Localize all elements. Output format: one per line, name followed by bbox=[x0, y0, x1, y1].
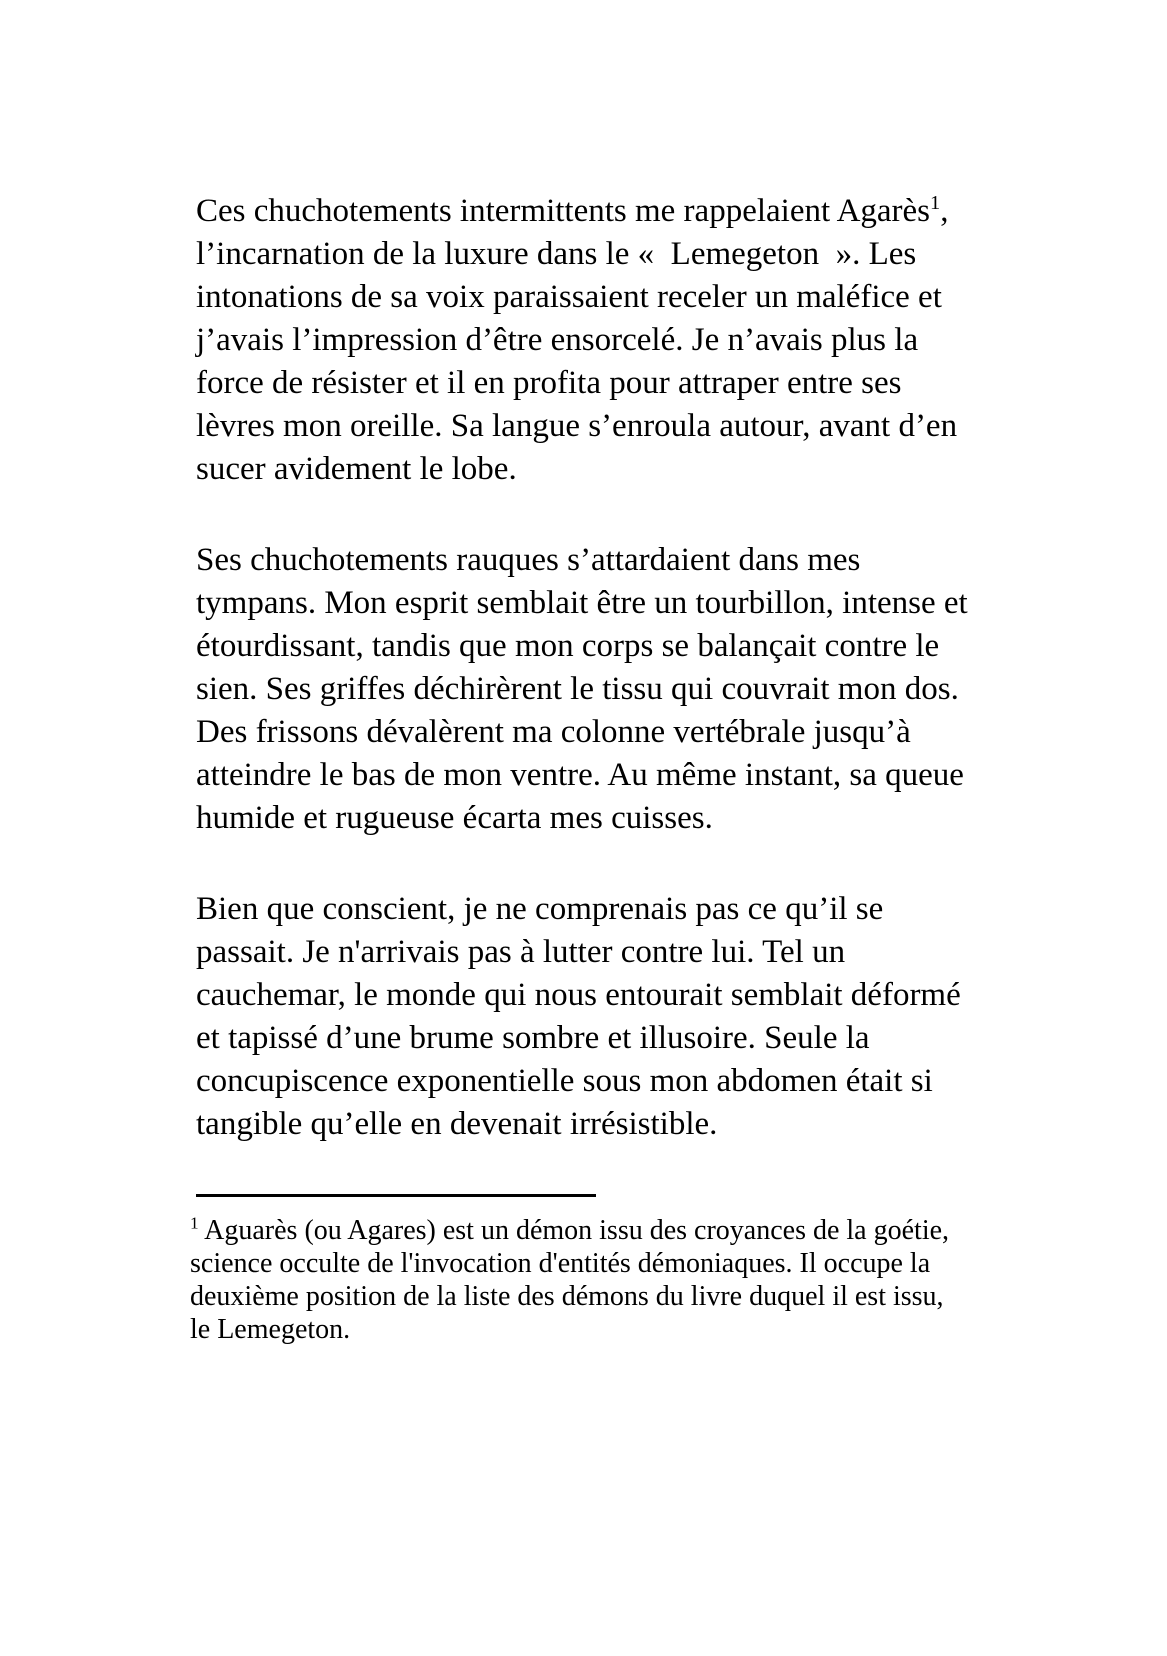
text-segment: Ces chuchotements intermittents me rappelaient Agarès bbox=[196, 193, 931, 229]
footnote-text-segment: Aguarès (ou Agares) est un démon issu des croyances de la goétie, bbox=[198, 1215, 950, 1246]
text-line: intonations de sa voix paraissaient receler un maléfice et bbox=[196, 279, 942, 315]
text-line: et tapissé d’une brume sombre et illusoire. Seule la bbox=[196, 1020, 870, 1056]
text-line: cauchemar, le monde qui nous entourait semblait déformé bbox=[196, 977, 961, 1013]
text-line: tangible qu’elle en devenait irrésistible. bbox=[196, 1106, 718, 1142]
text-line: concupiscence exponentielle sous mon abdomen était si bbox=[196, 1063, 933, 1099]
text-line: Des frissons dévalèrent ma colonne vertébrale jusqu’à bbox=[196, 714, 911, 750]
text-line: sucer avidement le lobe. bbox=[196, 451, 517, 487]
footnote-line bbox=[190, 1214, 1016, 1247]
paragraph-3 bbox=[196, 888, 1016, 1146]
page-content bbox=[190, 190, 1016, 1346]
text-line: j’avais l’impression d’être ensorcelé. Je n’avais plus la bbox=[196, 322, 919, 358]
text-line: humide et rugueuse écarta mes cuisses. bbox=[196, 800, 713, 836]
footnote-separator-rule bbox=[196, 1194, 596, 1197]
text-line: force de résister et il en profita pour attraper entre ses bbox=[196, 365, 902, 401]
text-line: lèvres mon oreille. Sa langue s’enroula autour, avant d’en bbox=[196, 408, 958, 444]
text-line: atteindre le bas de mon ventre. Au même instant, sa queue bbox=[196, 757, 964, 793]
footnote-line: deuxième position de la liste des démons du livre duquel il est issu, bbox=[190, 1281, 944, 1312]
footnote-line: science occulte de l'invocation d'entités démoniaques. Il occupe la bbox=[190, 1248, 931, 1279]
text-line: l’incarnation de la luxure dans le « Lemegeton ». Les bbox=[196, 236, 917, 272]
text-line: étourdissant, tandis que mon corps se balançait contre le bbox=[196, 628, 940, 664]
text-segment: , bbox=[940, 193, 949, 229]
footnote-marker-superscript: 1 bbox=[190, 1213, 199, 1233]
paragraph-2 bbox=[196, 539, 1016, 840]
text-line: Bien que conscient, je ne comprenais pas ce qu’il se bbox=[196, 891, 884, 927]
text-line: Ses chuchotements rauques s’attardaient dans mes bbox=[196, 542, 861, 578]
footnote-line: le Lemegeton. bbox=[190, 1314, 351, 1345]
text-line: tympans. Mon esprit semblait être un tourbillon, intense et bbox=[196, 585, 968, 621]
text-line: passait. Je n'arrivais pas à lutter contre lui. Tel un bbox=[196, 934, 846, 970]
text-line bbox=[196, 190, 1016, 233]
footnote-block bbox=[190, 1214, 1016, 1346]
text-line: sien. Ses griffes déchirèrent le tissu qui couvrait mon dos. bbox=[196, 671, 959, 707]
paragraph-1 bbox=[196, 190, 1016, 491]
footnote-reference-superscript: 1 bbox=[930, 192, 941, 214]
